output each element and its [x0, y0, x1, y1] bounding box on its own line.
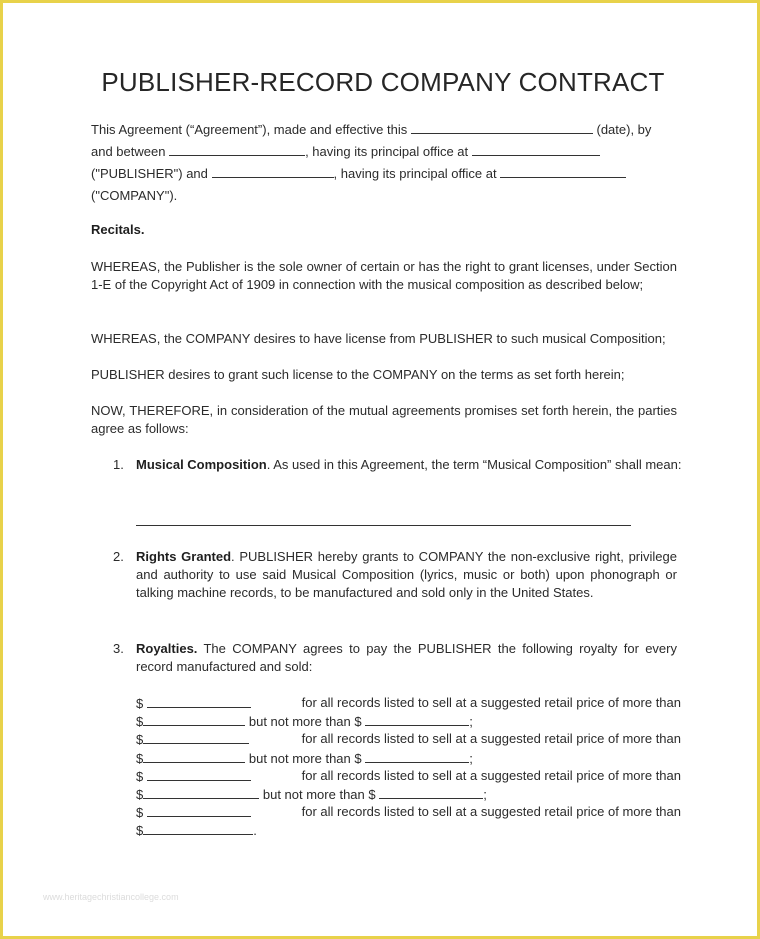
royalty-row-7: $ for all records listed to sell at a suggested retail price of more than: [136, 804, 681, 820]
watermark-text: www.heritagechristiancollege.com: [43, 892, 179, 902]
item-2-rights-granted: [136, 548, 677, 603]
item-1-text: . As used in this Agreement, the term “Musical Composition” shall mean:: [266, 457, 682, 472]
royalty-row-8: $ .: [136, 823, 257, 838]
publisher-office-blank[interactable]: [472, 142, 600, 156]
musical-composition-blank[interactable]: [136, 525, 631, 526]
item-1-musical-composition: [136, 456, 704, 474]
royalty-row-4: $ but not more than $ ;: [136, 751, 473, 766]
royalty-row-6: $ but not more than $ ;: [136, 787, 487, 802]
item-3-label: Royalties.: [136, 641, 198, 656]
recitals-heading: Recitals.: [91, 222, 145, 237]
royalty-amount-blank-3[interactable]: [147, 767, 251, 781]
publisher-desires-paragraph: PUBLISHER desires to grant such license to the COMPANY on the terms as set forth herein;: [91, 367, 625, 382]
royalty-price-blank-2[interactable]: [143, 749, 245, 763]
royalty-max-blank-3[interactable]: [379, 785, 483, 799]
intro-line-3: ("PUBLISHER") and , having its principal office at: [91, 164, 691, 183]
royalty-row-3: $ for all records listed to sell at a suggested retail price of more than: [136, 731, 681, 747]
company-office-blank[interactable]: [500, 164, 626, 178]
whereas-paragraph-2: WHEREAS, the COMPANY desires to have license from PUBLISHER to such musical Composition;: [91, 331, 666, 346]
date-blank[interactable]: [411, 120, 593, 134]
item-3-text: The COMPANY agrees to pay the PUBLISHER the following royalty for every record manufactured and sold:: [136, 641, 677, 675]
royalty-amount-blank-2[interactable]: [143, 730, 249, 744]
now-therefore-paragraph: NOW, THEREFORE, in consideration of the mutual agreements promises set forth herein, the parties agree as follows:: [91, 403, 677, 437]
intro-line-2: and between , having its principal office at: [91, 142, 691, 161]
intro-line-4: ("COMPANY").: [91, 187, 178, 203]
item-1-label: Musical Composition: [136, 457, 267, 472]
royalty-row-5: $ for all records listed to sell at a suggested retail price of more than: [136, 768, 681, 784]
item-number-1: 1.: [113, 457, 124, 472]
royalty-amount-blank-1[interactable]: [147, 694, 251, 708]
item-number-3: 3.: [113, 641, 124, 656]
royalty-price-blank-4[interactable]: [143, 821, 253, 835]
royalty-row-2: $ but not more than $ ;: [136, 714, 473, 729]
intro-line-1: This Agreement (“Agreement”), made and effective this (date), by: [91, 122, 652, 137]
document-title: PUBLISHER-RECORD COMPANY CONTRACT: [101, 67, 665, 97]
company-name-blank[interactable]: [212, 164, 334, 178]
royalty-row-1: $ for all records listed to sell at a suggested retail price of more than: [136, 695, 681, 711]
item-2-label: Rights Granted: [136, 549, 232, 564]
publisher-name-blank[interactable]: [169, 142, 305, 156]
royalty-price-blank-1[interactable]: [143, 712, 245, 726]
item-2-text: . PUBLISHER hereby grants to COMPANY the non-exclusive right, privilege and authority to use said Musical Composition (lyrics, music or both) upon phonograph or talking machine records, to be manufactured and sold only in the United States.: [136, 549, 677, 601]
royalty-price-blank-3[interactable]: [143, 785, 259, 799]
royalty-max-blank-2[interactable]: [365, 749, 469, 763]
whereas-paragraph-1: WHEREAS, the Publisher is the sole owner of certain or has the right to grant licenses, under Section 1-E of the Copyright Act of 1909 in connection with the musical composition as described below;: [91, 259, 677, 293]
item-number-2: 2.: [113, 549, 124, 564]
royalty-amount-blank-4[interactable]: [147, 803, 251, 817]
item-3-royalties: [136, 640, 677, 676]
intro-paragraph: [91, 120, 691, 205]
royalty-max-blank-1[interactable]: [365, 712, 469, 726]
